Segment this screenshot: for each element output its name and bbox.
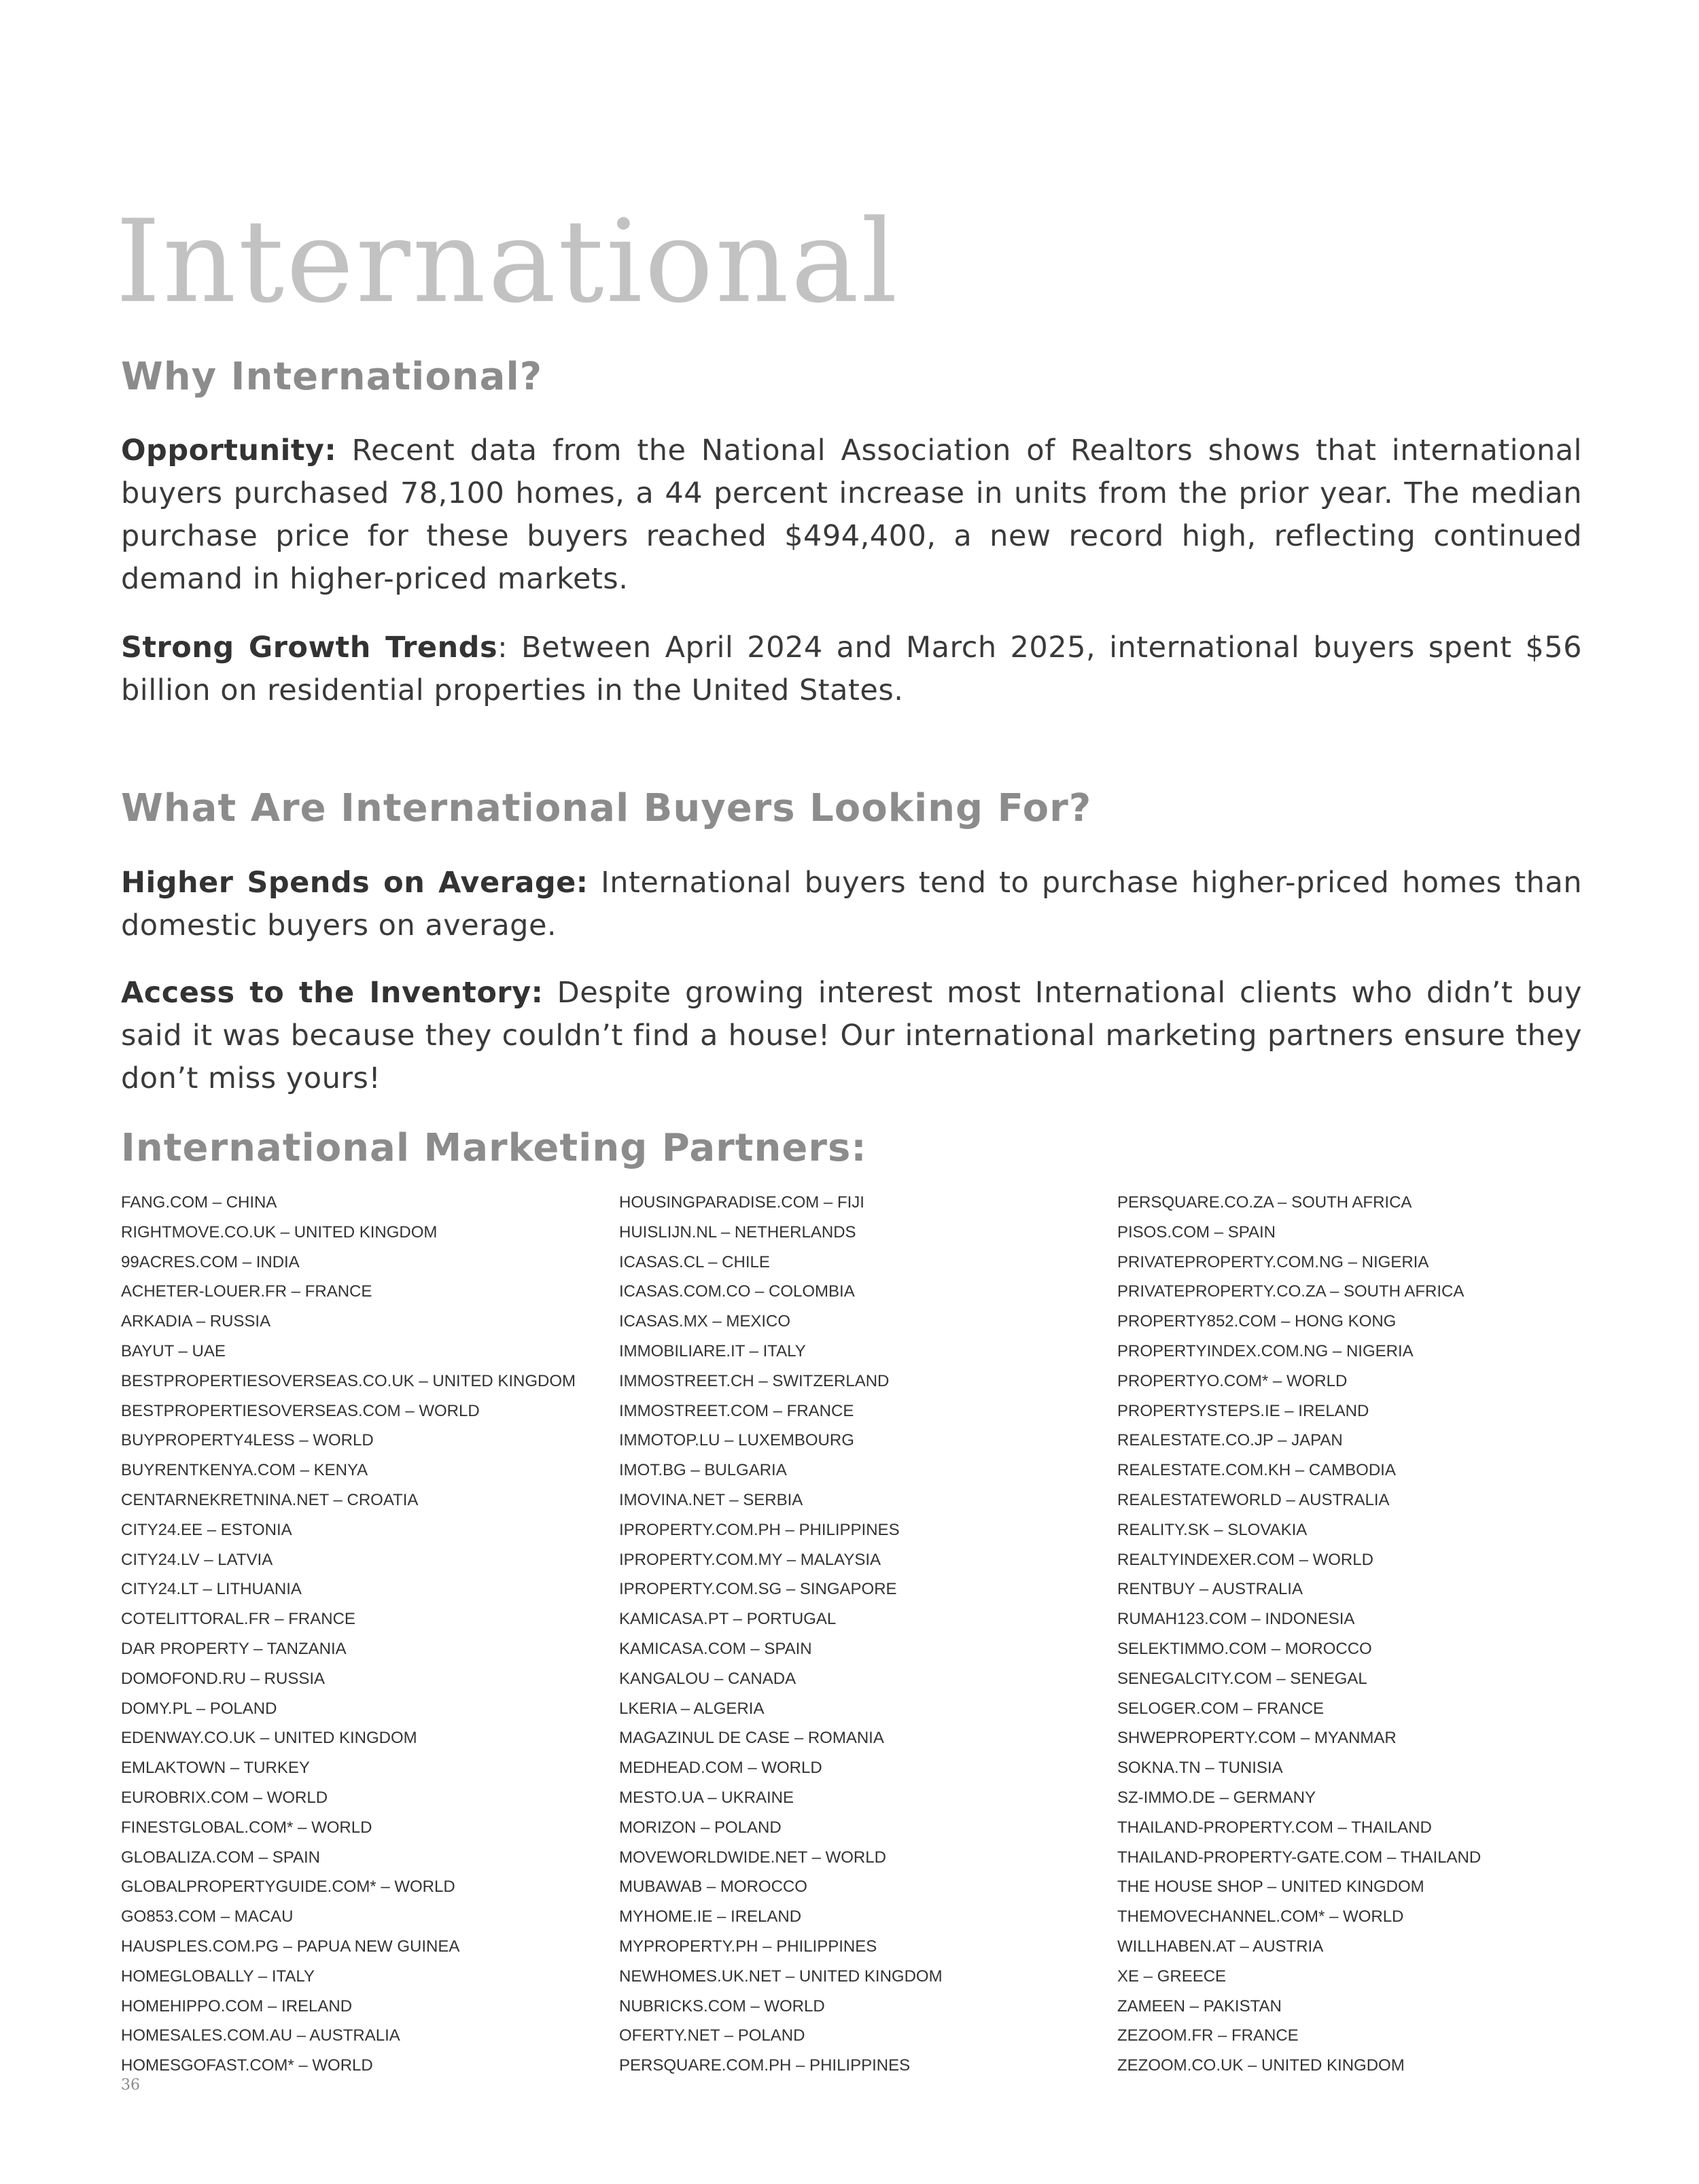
partner-item: HOMESGOFAST.COM* – WORLD bbox=[121, 2056, 373, 2075]
partner-item: BESTPROPERTIESOVERSEAS.CO.UK – UNITED KINGDOM bbox=[121, 1371, 576, 1390]
opportunity-text: Recent data from the National Association of Realtors shows that international buyers purchased 78,100 homes, a 44 percent increase in units from the prior year. The median purchase price for these buyers reached $494,400, a new record high, reflecting continued demand in higher-priced markets. bbox=[121, 434, 1582, 596]
partner-item: REALITY.SK – SLOVAKIA bbox=[1117, 1520, 1308, 1539]
partner-item: BUYRENTKENYA.COM – KENYA bbox=[121, 1461, 368, 1480]
partner-item: SOKNA.TN – TUNISIA bbox=[1117, 1759, 1283, 1778]
page-title: International bbox=[116, 195, 900, 328]
partner-item: PRIVATEPROPERTY.CO.ZA – SOUTH AFRICA bbox=[1117, 1282, 1465, 1301]
partner-item: DOMY.PL – POLAND bbox=[121, 1699, 277, 1718]
partner-item: HOMEGLOBALLY – ITALY bbox=[121, 1967, 315, 1986]
partner-item: HOMESALES.COM.AU – AUSTRALIA bbox=[121, 2026, 400, 2045]
partner-item: EUROBRIX.COM – WORLD bbox=[121, 1788, 328, 1807]
partner-item: LKERIA – ALGERIA bbox=[619, 1699, 765, 1718]
partner-item: SHWEPROPERTY.COM – MYANMAR bbox=[1117, 1729, 1397, 1748]
partner-item: MAGAZINUL DE CASE – ROMANIA bbox=[619, 1729, 884, 1748]
partner-item: SZ-IMMO.DE – GERMANY bbox=[1117, 1788, 1316, 1807]
partner-item: THE HOUSE SHOP – UNITED KINGDOM bbox=[1117, 1878, 1424, 1897]
partner-item: EDENWAY.CO.UK – UNITED KINGDOM bbox=[121, 1729, 417, 1748]
partner-item: THAILAND-PROPERTY.COM – THAILAND bbox=[1117, 1818, 1432, 1837]
partner-item: NUBRICKS.COM – WORLD bbox=[619, 1996, 825, 2015]
partner-item: ICASAS.COM.CO – COLOMBIA bbox=[619, 1282, 855, 1301]
partner-item: MEDHEAD.COM – WORLD bbox=[619, 1759, 822, 1778]
partners-column-3 bbox=[1117, 1188, 1615, 2081]
partner-item: REALESTATE.COM.KH – CAMBODIA bbox=[1117, 1461, 1396, 1480]
partner-item: KAMICASA.COM – SPAIN bbox=[619, 1639, 812, 1658]
partner-item: IMMOTOP.LU – LUXEMBOURG bbox=[619, 1431, 854, 1450]
partner-item: SELOGER.COM – FRANCE bbox=[1117, 1699, 1325, 1718]
opportunity-label: Opportunity: bbox=[121, 434, 337, 468]
spends-text: International buyers tend to purchase higher-priced homes than domestic buyers on average. bbox=[121, 866, 1582, 943]
partner-item: PERSQUARE.COM.PH – PHILIPPINES bbox=[619, 2056, 911, 2075]
partner-item: SENEGALCITY.COM – SENEGAL bbox=[1117, 1669, 1367, 1688]
partner-item: REALTYINDEXER.COM – WORLD bbox=[1117, 1550, 1373, 1569]
partner-item: MUBAWAB – MOROCCO bbox=[619, 1878, 807, 1897]
partner-item: KAMICASA.PT – PORTUGAL bbox=[619, 1610, 837, 1629]
opportunity-paragraph bbox=[121, 429, 1582, 601]
partner-item: MOVEWORLDWIDE.NET – WORLD bbox=[619, 1848, 886, 1867]
partner-item: IPROPERTY.COM.PH – PHILIPPINES bbox=[619, 1520, 900, 1539]
partner-item: MYPROPERTY.PH – PHILIPPINES bbox=[619, 1937, 877, 1956]
partner-item: CITY24.LV – LATVIA bbox=[121, 1550, 273, 1569]
page-number: 36 bbox=[121, 2077, 140, 2094]
partner-item: COTELITTORAL.FR – FRANCE bbox=[121, 1610, 355, 1629]
partner-item: IMOVINA.NET – SERBIA bbox=[619, 1490, 803, 1509]
partner-item: HOUSINGPARADISE.COM – FIJI bbox=[619, 1193, 864, 1212]
partner-item: IMMOSTREET.CH – SWITZERLAND bbox=[619, 1371, 890, 1390]
partner-item: NEWHOMES.UK.NET – UNITED KINGDOM bbox=[619, 1967, 943, 1986]
partner-item: GLOBALPROPERTYGUIDE.COM* – WORLD bbox=[121, 1878, 455, 1897]
partner-item: PRIVATEPROPERTY.COM.NG – NIGERIA bbox=[1117, 1252, 1429, 1271]
spends-paragraph bbox=[121, 862, 1582, 947]
partner-item: XE – GREECE bbox=[1117, 1967, 1227, 1986]
partner-item: PERSQUARE.CO.ZA – SOUTH AFRICA bbox=[1117, 1193, 1412, 1212]
partner-item: BESTPROPERTIESOVERSEAS.COM – WORLD bbox=[121, 1401, 480, 1420]
partner-item: HOMEHIPPO.COM – IRELAND bbox=[121, 1996, 353, 2015]
inventory-label: Access to the Inventory: bbox=[121, 976, 544, 1010]
partner-item: CITY24.LT – LITHUANIA bbox=[121, 1580, 302, 1599]
partner-item: MYHOME.IE – IRELAND bbox=[619, 1907, 802, 1926]
growth-text: : Between April 2024 and March 2025, international buyers spent $56 billion on residential properties in the United States. bbox=[121, 631, 1582, 707]
partner-item: REALESTATEWORLD – AUSTRALIA bbox=[1117, 1490, 1390, 1509]
spends-label: Higher Spends on Average: bbox=[121, 866, 589, 900]
partners-list bbox=[121, 1188, 1616, 2081]
partners-column-1 bbox=[121, 1188, 619, 2081]
partner-item: ICASAS.MX – MEXICO bbox=[619, 1312, 791, 1331]
partner-item: FANG.COM – CHINA bbox=[121, 1193, 277, 1212]
inventory-text: Despite growing interest most International clients who didn’t buy said it was because they couldn’t find a house! Our international marketing partners ensure they don’t miss yours! bbox=[121, 976, 1582, 1095]
partner-item: PROPERTYO.COM* – WORLD bbox=[1117, 1371, 1348, 1390]
partner-item: HAUSPLES.COM.PG – PAPUA NEW GUINEA bbox=[121, 1937, 460, 1956]
partner-item: THAILAND-PROPERTY-GATE.COM – THAILAND bbox=[1117, 1848, 1482, 1867]
partner-item: ACHETER-LOUER.FR – FRANCE bbox=[121, 1282, 372, 1301]
partner-item: HUISLIJN.NL – NETHERLANDS bbox=[619, 1222, 856, 1241]
partner-item: RUMAH123.COM – INDONESIA bbox=[1117, 1610, 1355, 1629]
partner-item: CENTARNEKRETNINA.NET – CROATIA bbox=[121, 1490, 419, 1509]
partner-item: IMMOSTREET.COM – FRANCE bbox=[619, 1401, 854, 1420]
growth-label: Strong Growth Trends bbox=[121, 631, 498, 665]
partner-item: OFERTY.NET – POLAND bbox=[619, 2026, 805, 2045]
partner-item: PROPERTY852.COM – HONG KONG bbox=[1117, 1312, 1397, 1331]
inventory-paragraph bbox=[121, 972, 1582, 1100]
partner-item: BUYPROPERTY4LESS – WORLD bbox=[121, 1431, 374, 1450]
partner-item: BAYUT – UAE bbox=[121, 1341, 226, 1360]
partner-item: DAR PROPERTY – TANZANIA bbox=[121, 1639, 347, 1658]
partner-item: ICASAS.CL – CHILE bbox=[619, 1252, 770, 1271]
partner-item: ZEZOOM.FR – FRANCE bbox=[1117, 2026, 1299, 2045]
partner-item: PROPERTYSTEPS.IE – IRELAND bbox=[1117, 1401, 1369, 1420]
partners-column-2 bbox=[619, 1188, 1117, 2081]
partner-item: WILLHABEN.AT – AUSTRIA bbox=[1117, 1937, 1324, 1956]
partner-item: IMOT.BG – BULGARIA bbox=[619, 1461, 787, 1480]
partner-item: CITY24.EE – ESTONIA bbox=[121, 1520, 292, 1539]
partner-item: EMLAKTOWN – TURKEY bbox=[121, 1759, 310, 1778]
partner-item: RIGHTMOVE.CO.UK – UNITED KINGDOM bbox=[121, 1222, 438, 1241]
partner-item: PROPERTYINDEX.COM.NG – NIGERIA bbox=[1117, 1341, 1414, 1360]
growth-paragraph bbox=[121, 627, 1582, 712]
buyers-looking-heading: What Are International Buyers Looking For? bbox=[121, 786, 1092, 830]
partner-item: FINESTGLOBAL.COM* – WORLD bbox=[121, 1818, 372, 1837]
partner-item: IPROPERTY.COM.MY – MALAYSIA bbox=[619, 1550, 881, 1569]
partner-item: THEMOVECHANNEL.COM* – WORLD bbox=[1117, 1907, 1404, 1926]
partner-item: PISOS.COM – SPAIN bbox=[1117, 1222, 1276, 1241]
partner-item: 99ACRES.COM – INDIA bbox=[121, 1252, 300, 1271]
partner-item: KANGALOU – CANADA bbox=[619, 1669, 796, 1688]
partners-heading: International Marketing Partners: bbox=[121, 1126, 867, 1170]
partner-item: GO853.COM – MACAU bbox=[121, 1907, 294, 1926]
why-international-heading: Why International? bbox=[121, 355, 543, 399]
partner-item: IPROPERTY.COM.SG – SINGAPORE bbox=[619, 1580, 897, 1599]
partner-item: DOMOFOND.RU – RUSSIA bbox=[121, 1669, 326, 1688]
partner-item: SELEKTIMMO.COM – MOROCCO bbox=[1117, 1639, 1372, 1658]
partner-item: IMMOBILIARE.IT – ITALY bbox=[619, 1341, 806, 1360]
partner-item: ZAMEEN – PAKISTAN bbox=[1117, 1996, 1282, 2015]
partner-item: ARKADIA – RUSSIA bbox=[121, 1312, 271, 1331]
partner-item: GLOBALIZA.COM – SPAIN bbox=[121, 1848, 320, 1867]
partner-item: ZEZOOM.CO.UK – UNITED KINGDOM bbox=[1117, 2056, 1405, 2075]
partner-item: MORIZON – POLAND bbox=[619, 1818, 782, 1837]
partner-item: MESTO.UA – UKRAINE bbox=[619, 1788, 794, 1807]
partner-item: REALESTATE.CO.JP – JAPAN bbox=[1117, 1431, 1343, 1450]
partner-item: RENTBUY – AUSTRALIA bbox=[1117, 1580, 1303, 1599]
